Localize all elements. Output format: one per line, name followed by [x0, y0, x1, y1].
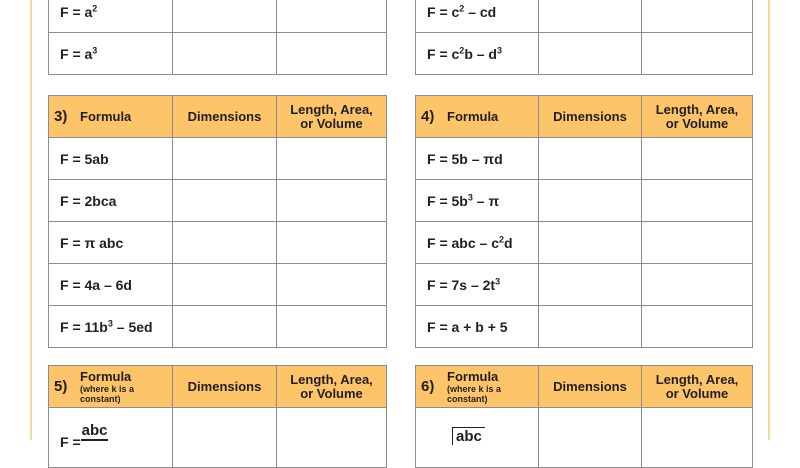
formula-cell — [416, 222, 539, 264]
table-row — [49, 306, 387, 348]
dimensions-answer-cell[interactable] — [173, 264, 277, 306]
lav-answer-cell[interactable] — [642, 180, 753, 222]
table-row — [416, 306, 753, 348]
question-number: 4) — [421, 107, 435, 125]
lav-answer-cell[interactable] — [642, 408, 753, 468]
table-4 — [415, 95, 753, 348]
table-header-row — [49, 366, 387, 408]
formula-cell — [416, 408, 539, 468]
table-row — [49, 180, 387, 222]
dimensions-answer-cell[interactable] — [539, 0, 642, 33]
dimensions-answer-cell[interactable] — [173, 180, 277, 222]
formula-cell — [416, 33, 539, 75]
formula-text: b – d — [464, 45, 497, 62]
formula-text: F = — [60, 434, 81, 450]
lav-header-line1: Length, Area, — [655, 371, 739, 387]
dimensions-answer-cell[interactable] — [173, 33, 277, 75]
exponent: 2 — [498, 233, 504, 244]
formula-cell — [49, 0, 173, 33]
square-root — [452, 427, 485, 445]
table-row — [49, 408, 387, 468]
dimensions-answer-cell[interactable] — [539, 138, 642, 180]
formula-text: F = a — [60, 3, 93, 20]
formula-header-label: Formula — [447, 368, 499, 384]
table-row — [49, 264, 387, 306]
exponent: 3 — [107, 317, 113, 328]
formula-header — [49, 366, 173, 408]
lav-answer-cell[interactable] — [277, 33, 387, 75]
table-row — [416, 408, 753, 468]
formula-header — [416, 96, 539, 138]
dimensions-answer-cell[interactable] — [173, 408, 277, 468]
fraction-numerator: abc — [81, 422, 108, 439]
dimensions-answer-cell[interactable] — [539, 222, 642, 264]
exponent: 3 — [496, 44, 502, 55]
formula-text: F = a — [60, 45, 93, 62]
formula-cell: F = a + b + 5 — [416, 306, 539, 348]
table-row — [49, 0, 387, 33]
formula-cell — [49, 33, 173, 75]
formula-cell — [49, 408, 173, 468]
lav-answer-cell[interactable] — [642, 222, 753, 264]
lav-answer-cell[interactable] — [277, 0, 387, 33]
formula-text: d — [504, 234, 513, 251]
lav-header — [642, 366, 753, 408]
formula-text: F = 11b — [60, 318, 108, 335]
formula-text: F = 5b — [427, 192, 468, 209]
table-header-row — [49, 96, 387, 138]
formula-text: F = 7s – 2t — [427, 276, 496, 293]
lav-answer-cell[interactable] — [277, 222, 387, 264]
lav-answer-cell[interactable] — [277, 408, 387, 468]
table-5 — [48, 365, 387, 468]
fraction — [81, 422, 109, 441]
dimensions-answer-cell[interactable] — [173, 222, 277, 264]
formula-cell — [416, 0, 539, 33]
lav-header-line1: Length, Area, — [290, 101, 373, 117]
lav-answer-cell[interactable] — [277, 180, 387, 222]
exponent: 2 — [459, 2, 465, 13]
formula-header — [49, 96, 173, 138]
table-row — [416, 180, 753, 222]
question-number: 3) — [54, 107, 68, 125]
lav-header-line2: or Volume — [665, 385, 729, 401]
lav-answer-cell[interactable] — [277, 264, 387, 306]
formula-text: F = abc – c — [427, 234, 499, 251]
lav-header — [642, 96, 753, 138]
lav-answer-cell[interactable] — [642, 264, 753, 306]
dimensions-header: Dimensions — [173, 366, 277, 408]
radicand: abc — [456, 428, 482, 445]
formula-note-line2: constant) — [80, 393, 121, 404]
table-row — [416, 138, 753, 180]
exponent: 2 — [459, 44, 465, 55]
dimensions-answer-cell[interactable] — [539, 33, 642, 75]
formula-text: – cd — [464, 3, 497, 20]
formula-text: – 5ed — [112, 318, 153, 335]
table-2-partial — [415, 0, 753, 75]
table-6 — [415, 365, 753, 468]
dimensions-answer-cell[interactable] — [173, 138, 277, 180]
formula-cell: F = 2bca — [49, 180, 173, 222]
dimensions-answer-cell[interactable] — [539, 264, 642, 306]
dimensions-answer-cell[interactable] — [539, 408, 642, 468]
table-row — [416, 222, 753, 264]
dimensions-header: Dimensions — [539, 96, 642, 138]
dimensions-answer-cell[interactable] — [539, 306, 642, 348]
formula-header-label: Formula — [447, 108, 499, 124]
lav-header-line2: or Volume — [300, 385, 363, 401]
formula-cell — [49, 306, 173, 348]
formula-cell — [416, 264, 539, 306]
table-3 — [48, 95, 387, 348]
exponent: 3 — [467, 191, 473, 202]
formula-text: F = c — [427, 3, 460, 20]
formula-note-line2: constant) — [447, 393, 488, 404]
formula-note-line1: (where k is a — [447, 383, 502, 394]
exponent: 2 — [92, 2, 98, 13]
formula-cell: F = 5ab — [49, 138, 173, 180]
dimensions-header: Dimensions — [539, 366, 642, 408]
formula-text: – π — [472, 192, 500, 209]
lav-answer-cell[interactable] — [642, 138, 753, 180]
lav-header — [277, 96, 387, 138]
formula-cell: F = 4a – 6d — [49, 264, 173, 306]
exponent: 3 — [495, 275, 501, 286]
lav-answer-cell[interactable] — [277, 138, 387, 180]
lav-header — [277, 366, 387, 408]
table-row — [416, 0, 753, 33]
table-row — [49, 222, 387, 264]
formula-text: F = c — [427, 45, 460, 62]
formula-header — [416, 366, 539, 408]
lav-answer-cell[interactable] — [642, 0, 753, 33]
table-row — [49, 33, 387, 75]
left-margin-line — [30, 0, 32, 440]
dimensions-answer-cell[interactable] — [539, 180, 642, 222]
lav-header-line2: or Volume — [300, 115, 363, 131]
formula-cell: F = 5b – πd — [416, 138, 539, 180]
lav-answer-cell[interactable] — [642, 33, 753, 75]
table-header-row — [416, 366, 753, 408]
table-row — [416, 33, 753, 75]
lav-answer-cell[interactable] — [642, 306, 753, 348]
dimensions-header: Dimensions — [173, 96, 277, 138]
formula-cell: F = π abc — [49, 222, 173, 264]
exponent: 3 — [92, 44, 98, 55]
table-header-row — [416, 96, 753, 138]
lav-header-line1: Length, Area, — [290, 371, 373, 387]
lav-answer-cell[interactable] — [277, 306, 387, 348]
table-row — [416, 264, 753, 306]
question-number: 6) — [421, 377, 435, 395]
table-row — [49, 138, 387, 180]
right-margin-line — [768, 0, 770, 440]
formula-header-label: Formula — [80, 108, 132, 124]
formula-note-line1: (where k is a — [80, 383, 135, 394]
lav-header-line2: or Volume — [665, 115, 729, 131]
lav-header-line1: Length, Area, — [655, 101, 739, 117]
dimensions-answer-cell[interactable] — [173, 0, 277, 33]
formula-cell — [416, 180, 539, 222]
question-number: 5) — [54, 377, 68, 395]
formula-header-label: Formula — [80, 368, 132, 384]
dimensions-answer-cell[interactable] — [173, 306, 277, 348]
table-1-partial — [48, 0, 387, 75]
